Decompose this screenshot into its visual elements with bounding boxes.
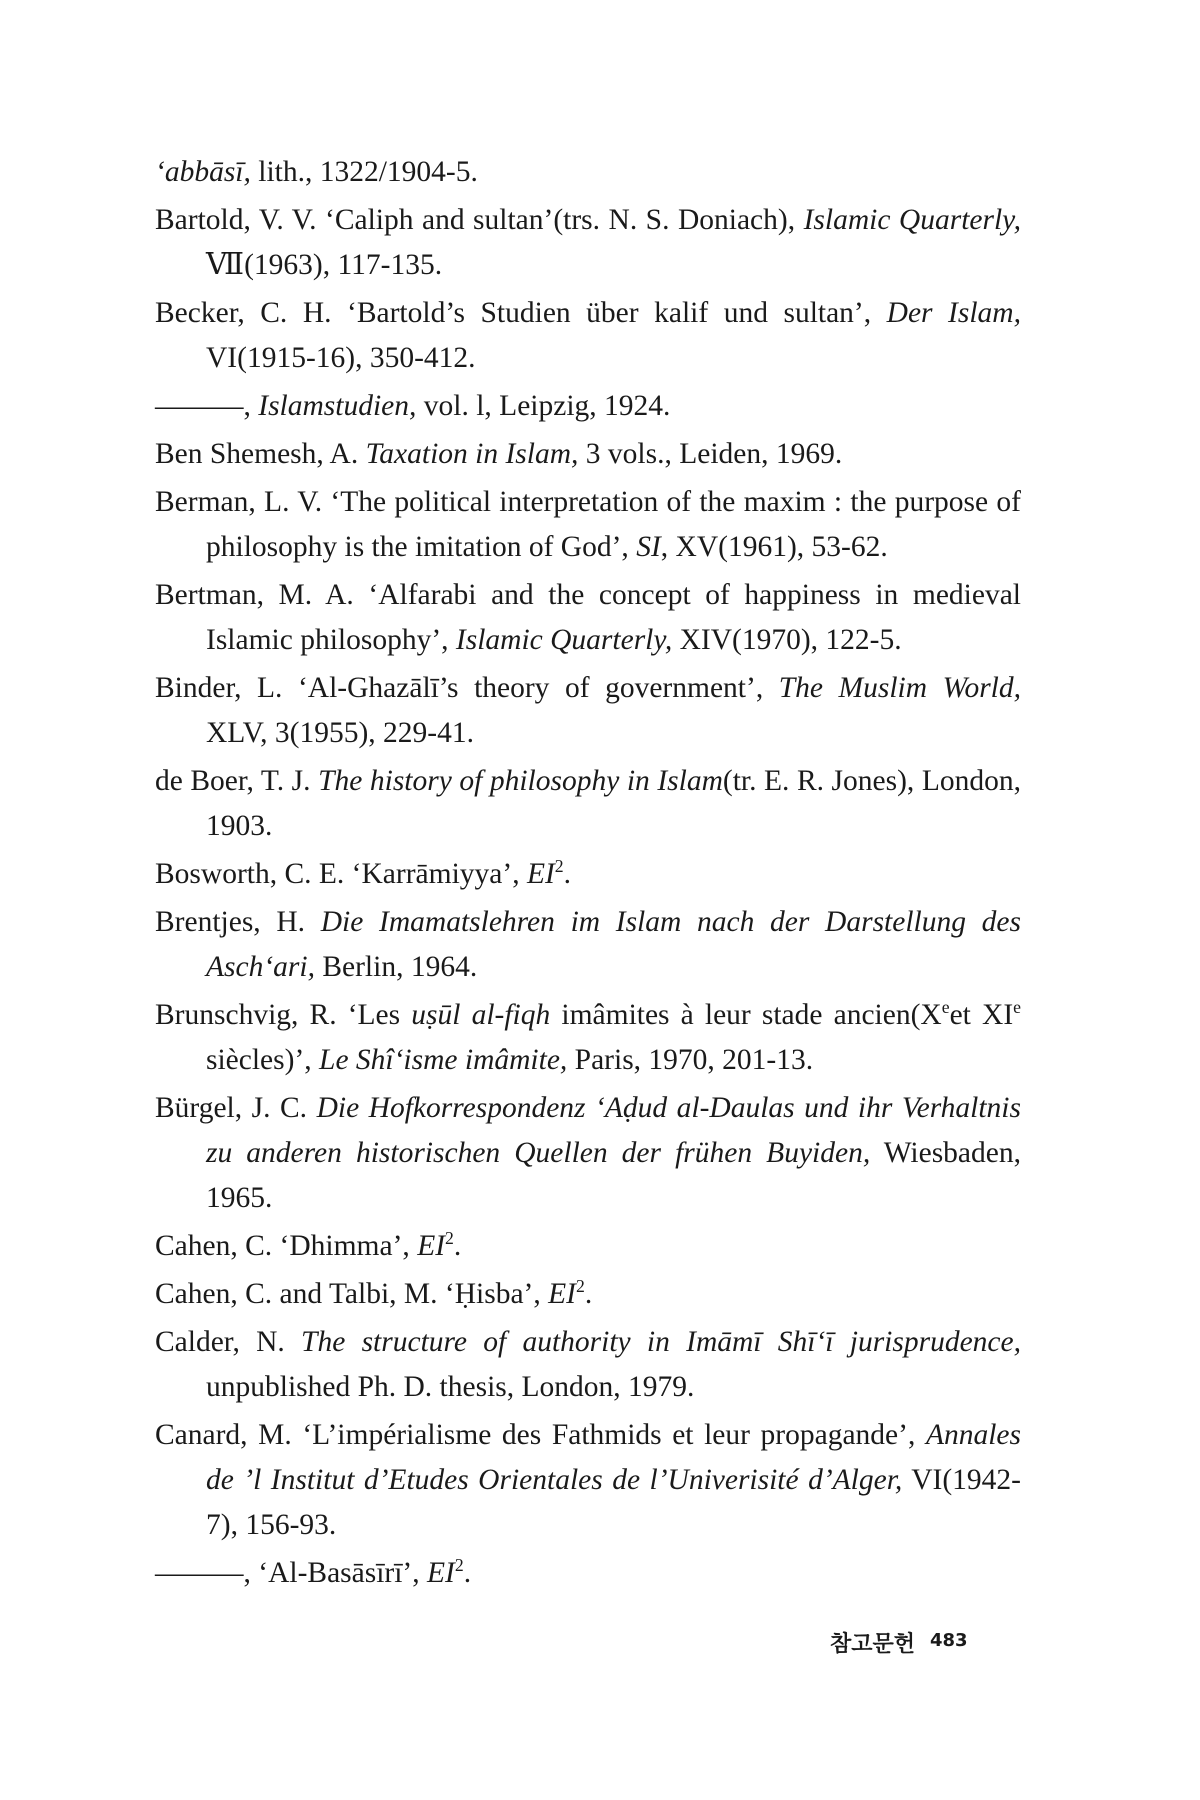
- entry-text: XLV, 3(1955), 229-41.: [206, 717, 474, 749]
- entry-text: Calder, N.: [155, 1326, 302, 1358]
- bibliography-entry: [155, 993, 1021, 1083]
- italic-title: uṣūl al-fiqh: [411, 999, 551, 1031]
- entry-text: ———, ‘Al-Basāsīrī’,: [155, 1557, 428, 1589]
- italic-title: Islamstudien,: [258, 390, 417, 422]
- superscript: e: [941, 997, 950, 1018]
- bibliography-entry: [155, 1551, 1021, 1596]
- italic-title: The Muslim World,: [778, 672, 1022, 704]
- entry-text: .: [563, 858, 572, 890]
- bibliography-entry: [155, 759, 1021, 849]
- bibliography-entry: [155, 573, 1021, 663]
- italic-title: Der Islam,: [886, 297, 1021, 329]
- bibliography-entry: [155, 1413, 1021, 1548]
- bibliography-entry: [155, 384, 1021, 429]
- italic-title: Taxation in Islam,: [365, 438, 579, 470]
- bibliography-entry: [155, 432, 1021, 477]
- entry-text: Bürgel, J. C.: [155, 1092, 317, 1124]
- superscript: 2: [445, 1228, 454, 1249]
- entry-text: .: [584, 1278, 593, 1310]
- bibliography-entry: [155, 852, 1021, 897]
- bibliography-entry: [155, 150, 1021, 195]
- entry-text: .: [453, 1230, 462, 1262]
- entry-text: Canard, M. ‘L’impérialisme des Fathmids et leur propagande’,: [155, 1419, 926, 1451]
- entry-text: Brentjes, H.: [155, 906, 321, 938]
- entry-text: de Boer, T. J.: [155, 765, 319, 797]
- bibliography-entry: [155, 1272, 1021, 1317]
- superscript: 2: [454, 1555, 464, 1576]
- italic-title: Annales de ’l Institut d’Etudes Orientales de l’Univerisité d’Alger,: [206, 1419, 1021, 1496]
- superscript: 2: [575, 1276, 585, 1297]
- entry-text: Berman, L. V. ‘The political interpretation of the maxim : the purpose of philosophy is the imitation of God’,: [155, 486, 1021, 563]
- entry-text: Bartold, V. V. ‘Caliph and sultan’(trs. N. S. Doniach),: [155, 204, 804, 236]
- bibliography-entry: [155, 1320, 1021, 1410]
- bibliography-list: [155, 150, 1021, 1599]
- entry-text: Binder, L. ‘Al-Ghazālī’s theory of government’,: [155, 672, 779, 704]
- entry-text: Becker, C. H. ‘Bartold’s Studien über kalif und sultan’,: [155, 297, 887, 329]
- bibliography-entry: [155, 1224, 1021, 1269]
- entry-text: (tr. E. R. Jones), London, 1903.: [206, 765, 1021, 842]
- italic-title: The structure of authority in Imāmī Shī‘ī jurisprudence,: [301, 1326, 1021, 1358]
- entry-text: Bertman, M. A. ‘Alfarabi and the concept of happiness in medieval Islamic philosophy’,: [155, 579, 1021, 656]
- italic-title: Die Hofkorrespondenz ‘Aḍud al-Daulas und ihr Verhaltnis zu anderen historischen Quellen der frühen Buyiden,: [206, 1092, 1021, 1169]
- entry-text: imâmites à leur stade ancien(X: [550, 999, 942, 1031]
- page-number: 483: [930, 1630, 968, 1651]
- entry-text: Wiesbaden, 1965.: [206, 1137, 1021, 1214]
- entry-text: XIV(1970), 122-5.: [672, 624, 902, 656]
- entry-text: Brunschvig, R. ‘Les: [155, 999, 412, 1031]
- italic-title: ‘abbāsī,: [155, 156, 251, 188]
- italic-title: EI: [548, 1278, 576, 1310]
- italic-title: EI: [427, 1557, 455, 1589]
- superscript: 2: [554, 856, 564, 877]
- entry-text: siècles)’,: [206, 1044, 320, 1076]
- italic-title: Islamic Quarterly,: [455, 624, 673, 656]
- entry-text: unpublished Ph. D. thesis, London, 1979.: [206, 1371, 695, 1403]
- bibliography-entry: [155, 1086, 1021, 1221]
- entry-text: et XI: [949, 999, 1014, 1031]
- page-footer: [0, 1627, 1200, 1667]
- italic-title: Le Shî‘isme imâmite,: [319, 1044, 568, 1076]
- italic-title: EI: [526, 858, 555, 890]
- bibliography-entry: [155, 666, 1021, 756]
- bibliography-entry: [155, 291, 1021, 381]
- entry-text: 3 vols., Leiden, 1969.: [578, 438, 843, 470]
- entry-text: Ben Shemesh, A.: [155, 438, 366, 470]
- entry-text: vol. l, Leipzig, 1924.: [416, 390, 671, 422]
- entry-text: Cahen, C. and Talbi, M. ‘Ḥisba’,: [155, 1278, 549, 1310]
- italic-title: Die Imamatslehren im Islam nach der Darstellung des Asch‘ari,: [206, 906, 1021, 983]
- bibliography-entry: [155, 480, 1021, 570]
- entry-text: Ⅶ(1963), 117-135.: [206, 249, 443, 281]
- entry-text: VI(1915-16), 350-412.: [206, 342, 476, 374]
- italic-title: EI: [417, 1230, 446, 1262]
- superscript: e: [1013, 997, 1022, 1018]
- bibliography-entry: [155, 900, 1021, 990]
- italic-title: The history of philosophy in Islam: [318, 765, 723, 797]
- italic-title: SI: [636, 531, 661, 563]
- entry-text: Berlin, 1964.: [314, 951, 478, 983]
- italic-title: Islamic Quarterly,: [803, 204, 1021, 236]
- entry-text: Paris, 1970, 201-13.: [567, 1044, 814, 1076]
- entry-text: VI(1942-7), 156-93.: [206, 1464, 1022, 1541]
- entry-text: lith., 1322/1904-5.: [250, 156, 478, 188]
- entry-text: .: [463, 1557, 472, 1589]
- bibliography-entry: [155, 198, 1021, 288]
- entry-text: , XV(1961), 53-62.: [660, 531, 888, 563]
- running-head: 참고문헌: [830, 1632, 916, 1657]
- entry-text: Cahen, C. ‘Dhimma’,: [155, 1230, 418, 1262]
- entry-text: Bosworth, C. E. ‘Karrāmiyya’,: [155, 858, 527, 890]
- entry-text: ———,: [155, 390, 259, 422]
